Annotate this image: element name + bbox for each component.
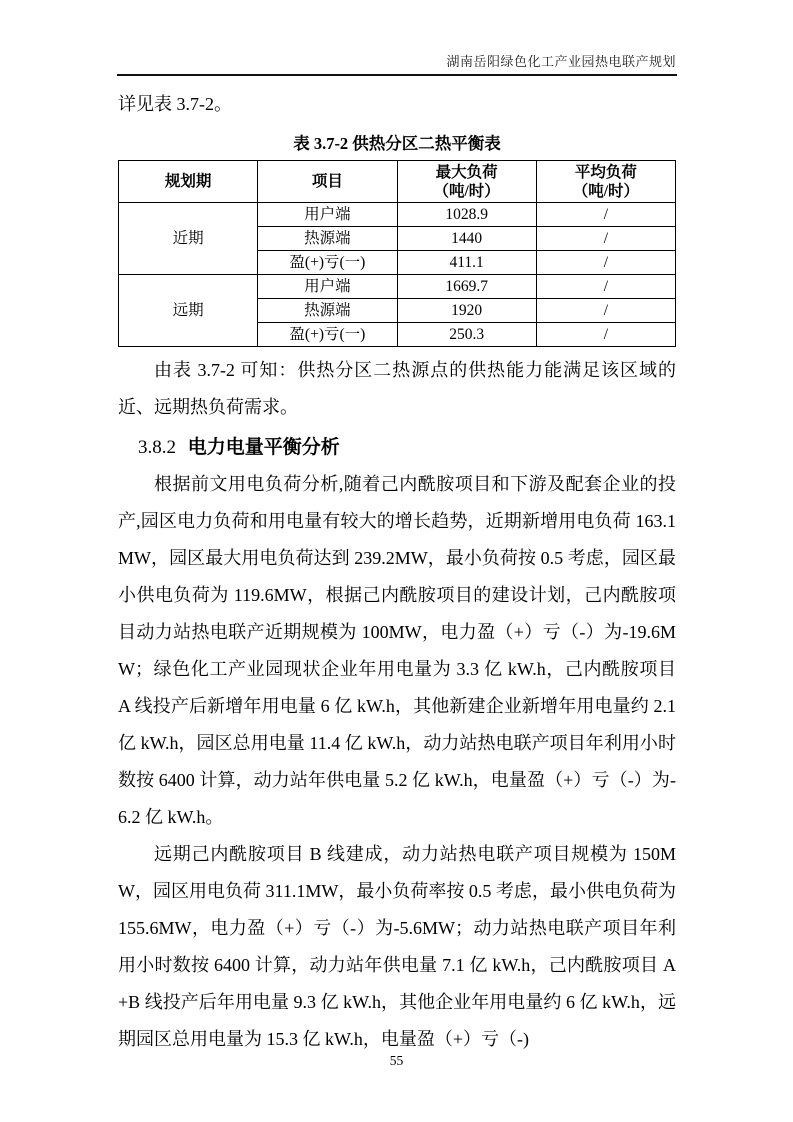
item-cell: 用户端 [258,203,397,227]
col-header-item: 项目 [258,161,397,203]
max-load-cell: 411.1 [397,251,536,275]
avg-load-cell: / [536,251,675,275]
intro-line: 详见表 3.7-2。 [118,94,232,114]
period-cell-near-term: 近期 [119,203,258,275]
col-header-max-load [397,161,536,203]
running-header-title: 湖南岳阳绿色化工产业园热电联产规划 [446,54,676,69]
page-body [118,86,676,1058]
max-load-cell: 1669.7 [397,275,536,299]
item-cell: 用户端 [258,275,397,299]
page-footer [0,1052,793,1070]
col-header-planning-period: 规划期 [119,161,258,203]
avg-load-cell: / [536,323,675,347]
header-rule [117,74,677,76]
avg-load-cell: / [536,227,675,251]
avg-load-cell: / [536,275,675,299]
section-heading-number: 3.8.2 [138,437,176,458]
page-number: 55 [389,1053,404,1068]
max-load-cell: 250.3 [397,323,536,347]
paragraph-near-term-power-balance: 根据前文用电负荷分析,随着己内酰胺项目和下游及配套企业的投产,园区电力负荷和用电量有较大的增长趋势，近期新增用电负荷 163.1MW，园区最大用电负荷达到 239.2MW，最小负荷按 0.5 考虑，园区最小供电负荷为 119.6MW，根据己内酰胺项目的建设计划，己内酰胺项目动力站热电联产近期规模为 100MW，电力盈（+）亏（-）为-19.6MW；绿色化工产业园现状企业年用电量为 3.3 亿 kW.h，己内酰胺项目 A 线投产后新增年用电量 6 亿 kW.h，其他新建企业新增年用电量约 2.1 亿 kW.h，园区总用电量 11.4 亿 kW.h，动力站热电联产项目年利用小时数按 6400 计算，动力站年供电量 5.2 亿 kW.h，电量盈（+）亏（-）为-6.2 亿 kW.h。 [118,474,676,827]
item-cell: 热源端 [258,299,397,323]
avg-load-cell: / [536,203,675,227]
avg-load-cell: / [536,299,675,323]
period-cell-far-term: 远期 [119,275,258,347]
col-header-avg-load-label: 平均负荷 [574,163,637,181]
col-header-max-load-unit: （吨/时） [433,182,500,200]
col-header-max-load-label: 最大负荷 [435,163,498,181]
max-load-cell: 1440 [397,227,536,251]
item-cell: 盈(+)亏(一) [258,251,397,275]
item-cell: 热源端 [258,227,397,251]
table-row [119,203,676,227]
paragraph-far-term-power-balance: 远期己内酰胺项目 B 线建成，动力站热电联产项目规模为 150MW，园区用电负荷 311.1MW，最小负荷率按 0.5 考虑，最小供电负荷为 155.6MW，电力盈（+）亏（-）为-5.6MW；动力站热电联产项目年利用小时数按 6400 计算，动力站年供电量 7.1 亿 kW.h，己内酰胺项目 A+B 线投产后年用电量 9.3 亿 kW.h，其他企业年用电量约 6 亿 kW.h，远期园区总用电量为 15.3 亿 kW.h，电量盈（+）亏（-) [118,844,676,1049]
col-header-avg-load-unit: （吨/时） [572,182,640,200]
section-heading [118,433,676,463]
heat-balance-table [118,160,676,347]
max-load-cell: 1920 [397,299,536,323]
table-row [119,275,676,299]
paragraph-table-conclusion: 由表 3.7-2 可知：供热分区二热源点的供热能力能满足该区域的近、远期热负荷需求。 [118,360,676,417]
section-heading-title: 电力电量平衡分析 [187,437,340,458]
item-cell: 盈(+)亏(一) [258,323,397,347]
max-load-cell: 1028.9 [397,203,536,227]
col-header-avg-load [536,161,675,203]
table-caption: 表 3.7-2 供热分区二热平衡表 [293,134,501,153]
table-header-row [119,161,676,203]
